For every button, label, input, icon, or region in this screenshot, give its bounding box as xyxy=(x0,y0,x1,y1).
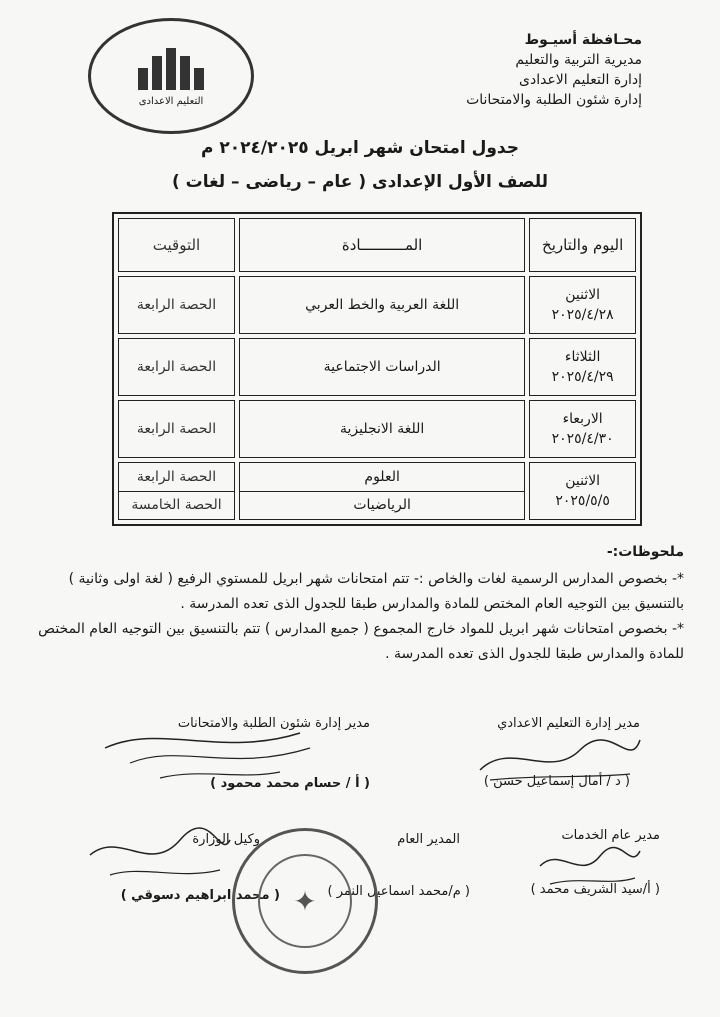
eagle-emblem-icon: ✦ xyxy=(258,854,352,948)
time-cell: الحصة الرابعة xyxy=(118,400,235,458)
time-fifth: الحصة الخامسة xyxy=(131,496,222,513)
table-header-row xyxy=(118,218,636,272)
day-cell xyxy=(529,276,636,334)
time-cell: الحصة الرابعة xyxy=(118,276,235,334)
signature-title: وكيل الوزارة xyxy=(192,832,260,847)
exam-date: ٢٠٢٥/٥/٥ xyxy=(555,493,610,509)
subject-cell xyxy=(239,462,525,520)
handwritten-signature xyxy=(100,718,320,788)
table-row xyxy=(118,462,636,520)
day-cell xyxy=(529,400,636,458)
notes-section xyxy=(38,540,684,667)
letterhead-line-exams: إدارة شئون الطلبة والامتحانات xyxy=(466,92,642,108)
letterhead-line-directorate: مديرية التربية والتعليم xyxy=(515,52,642,68)
time-fourth: الحصة الرابعة xyxy=(119,464,234,492)
letterhead xyxy=(466,30,642,110)
signature-title: مدير إدارة التعليم الاعدادي xyxy=(497,716,640,731)
day-name: الثلاثاء xyxy=(564,349,601,365)
exam-date: ٢٠٢٥/٤/٢٩ xyxy=(551,369,614,385)
day-cell xyxy=(529,338,636,396)
time-cell: الحصة الرابعة xyxy=(118,338,235,396)
notes-title: ملحوظات:- xyxy=(606,544,684,560)
signatory-name: ( د / أمال إسماعيل حسن ) xyxy=(483,774,630,789)
day-name: الاربعاء xyxy=(562,411,603,427)
day-cell xyxy=(529,462,636,520)
letterhead-line-governorate: محـافظة أسيـوط xyxy=(524,32,642,48)
letterhead-line-admin: إدارة التعليم الاعدادى xyxy=(519,72,642,88)
subject-cell: اللغة الانجليزية xyxy=(239,400,525,458)
handwritten-signature xyxy=(80,820,240,890)
ministry-logo xyxy=(88,18,254,134)
note-item: *- بخصوص امتحانات شهر ابريل للمواد خارج المجموع ( جميع المدارس ) تتم بالتنسيق بين التوجيه العام المختص للمادة والمدارس طبقا للجدول الذى تعده المدرسة . xyxy=(38,621,684,662)
subject-science: العلوم xyxy=(240,464,524,492)
logo-text: التعليم الاعدادى xyxy=(138,95,204,107)
day-name: الاثنين xyxy=(565,287,601,303)
subject-math: الرياضيات xyxy=(353,496,411,513)
exam-date: ٢٠٢٥/٤/٣٠ xyxy=(551,431,614,447)
header-time: التوقيت xyxy=(118,218,235,272)
official-seal-stamp xyxy=(232,828,378,974)
document-subtitle: للصف الأول الإعدادى ( عام – رياضى – لغات ) xyxy=(171,172,549,192)
table-row xyxy=(118,338,636,396)
signature-title: مدير عام الخدمات xyxy=(561,828,660,843)
signatory-name: ( أ/سيد الشريف محمد ) xyxy=(530,882,660,897)
subject-cell: الدراسات الاجتماعية xyxy=(239,338,525,396)
document-title: جدول امتحان شهر ابريل ٢٠٢٤/٢٠٢٥ م xyxy=(201,138,519,158)
book-emblem-icon xyxy=(136,46,206,90)
signature-title: المدير العام xyxy=(397,832,460,847)
handwritten-signature xyxy=(470,730,650,790)
signatory-name: ( محمد ابراهيم دسوقي ) xyxy=(120,888,280,903)
table-row xyxy=(118,276,636,334)
header-subject: المــــــــــادة xyxy=(239,218,525,272)
day-name: الاثنين xyxy=(565,473,601,489)
handwritten-signature xyxy=(530,836,650,896)
signatory-name: ( م/محمد اسماعيل النمر ) xyxy=(327,884,470,899)
exam-date: ٢٠٢٥/٤/٢٨ xyxy=(551,307,614,323)
header-day-date: اليوم والتاريخ xyxy=(529,218,636,272)
note-item: *- بخصوص المدارس الرسمية لغات والخاص :- تتم امتحانات شهر ابريل للمستوي الرفيع ( لغة اولى وثانية ) بالتنسيق بين التوجيه العام المختص للمادة والمدارس طبقا للجدول الذى تعده المدرسة . xyxy=(68,571,684,612)
table-row xyxy=(118,400,636,458)
signatory-name: ( أ / حسام محمد محمود ) xyxy=(210,776,370,791)
exam-schedule-table xyxy=(112,212,642,526)
signature-title: مدير إدارة شئون الطلبة والامتحانات xyxy=(177,716,370,731)
time-cell xyxy=(118,462,235,520)
subject-cell: اللغة العربية والخط العربي xyxy=(239,276,525,334)
